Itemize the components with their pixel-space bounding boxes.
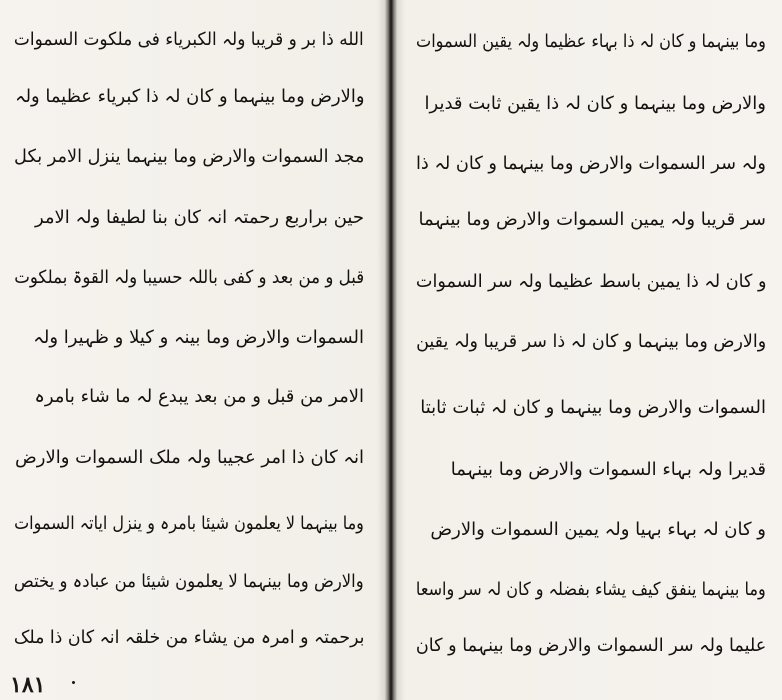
left-line-4: حین براربع رحمتہ انہ کان بنا لطیفا ولہ الامر (34, 207, 364, 228)
right-line-6: والارض وما بینہما و کان لہ ذا سر قریبا ولہ یقین (415, 331, 766, 352)
right-line-3: ولہ سر السموات والارض وما بینہما و کان لہ ذا (415, 153, 766, 174)
right-line-4: سر قریبا ولہ یمین السموات والارض وما بینہما (418, 209, 766, 230)
right-line-10: وما بینہما ینفق کیف یشاء بفضلہ و کان لہ سر واسعا (416, 579, 766, 600)
left-line-1: الله ذا بر و قریبا ولہ الکبریاء فی ملکوت السموات (14, 29, 364, 50)
left-line-9: وما بینہما لا یعلمون شیئا بامرہ و ینزل ایاتہ السموات (14, 513, 364, 534)
right-line-2: والارض وما بینہما و کان لہ ذا یقین ثابت قدیرا (424, 93, 766, 114)
left-line-10: والارض وما بینہما لا یعلمون شیئا من عبادہ و یختص (14, 571, 364, 592)
right-line-1: وما بینہما و کان لہ ذا بہاء عظیما ولہ یقین السموات (416, 31, 766, 52)
left-line-5: قبل و من بعد و کفی باللہ حسیبا ولہ القوۃ بملکوت (14, 267, 364, 288)
right-page (398, 0, 782, 700)
left-line-3: مجد السموات والارض وما بینہما ینزل الامر بکل (13, 146, 364, 167)
left-line-11: برحمتہ و امرہ من یشاء من خلقہ انہ کان ذا ملک (13, 627, 364, 648)
right-line-8: قدیرا ولہ بہاء السموات والارض وما بینہما (450, 459, 766, 480)
right-line-9: و کان لہ بہاء بہیا ولہ یمین السموات والارض (430, 519, 766, 540)
right-line-11: علیما ولہ سر السموات والارض وما بینہما و کان (415, 635, 766, 656)
page-number: ١٨١ (10, 672, 46, 698)
right-line-5: و کان لہ ذا یمین باسط عظیما ولہ سر السموات (415, 271, 766, 292)
right-line-7: السموات والارض وما بینہما و کان لہ ثبات ثابتا (420, 397, 766, 418)
left-line-2: والارض وما بینہما و کان لہ ذا کبریاء عظیما ولہ (14, 86, 364, 107)
left-line-8: انہ کان ذا امر عجیبا ولہ ملک السموات والارض (15, 447, 364, 468)
left-page (0, 0, 384, 700)
page-number-dot (72, 681, 75, 684)
left-line-7: الامر من قبل و من بعد یبدع لہ ما شاء بامرہ (34, 386, 364, 407)
left-line-6: السموات والارض وما بینہ و کیلا و ظہیرا ولہ (33, 327, 364, 348)
